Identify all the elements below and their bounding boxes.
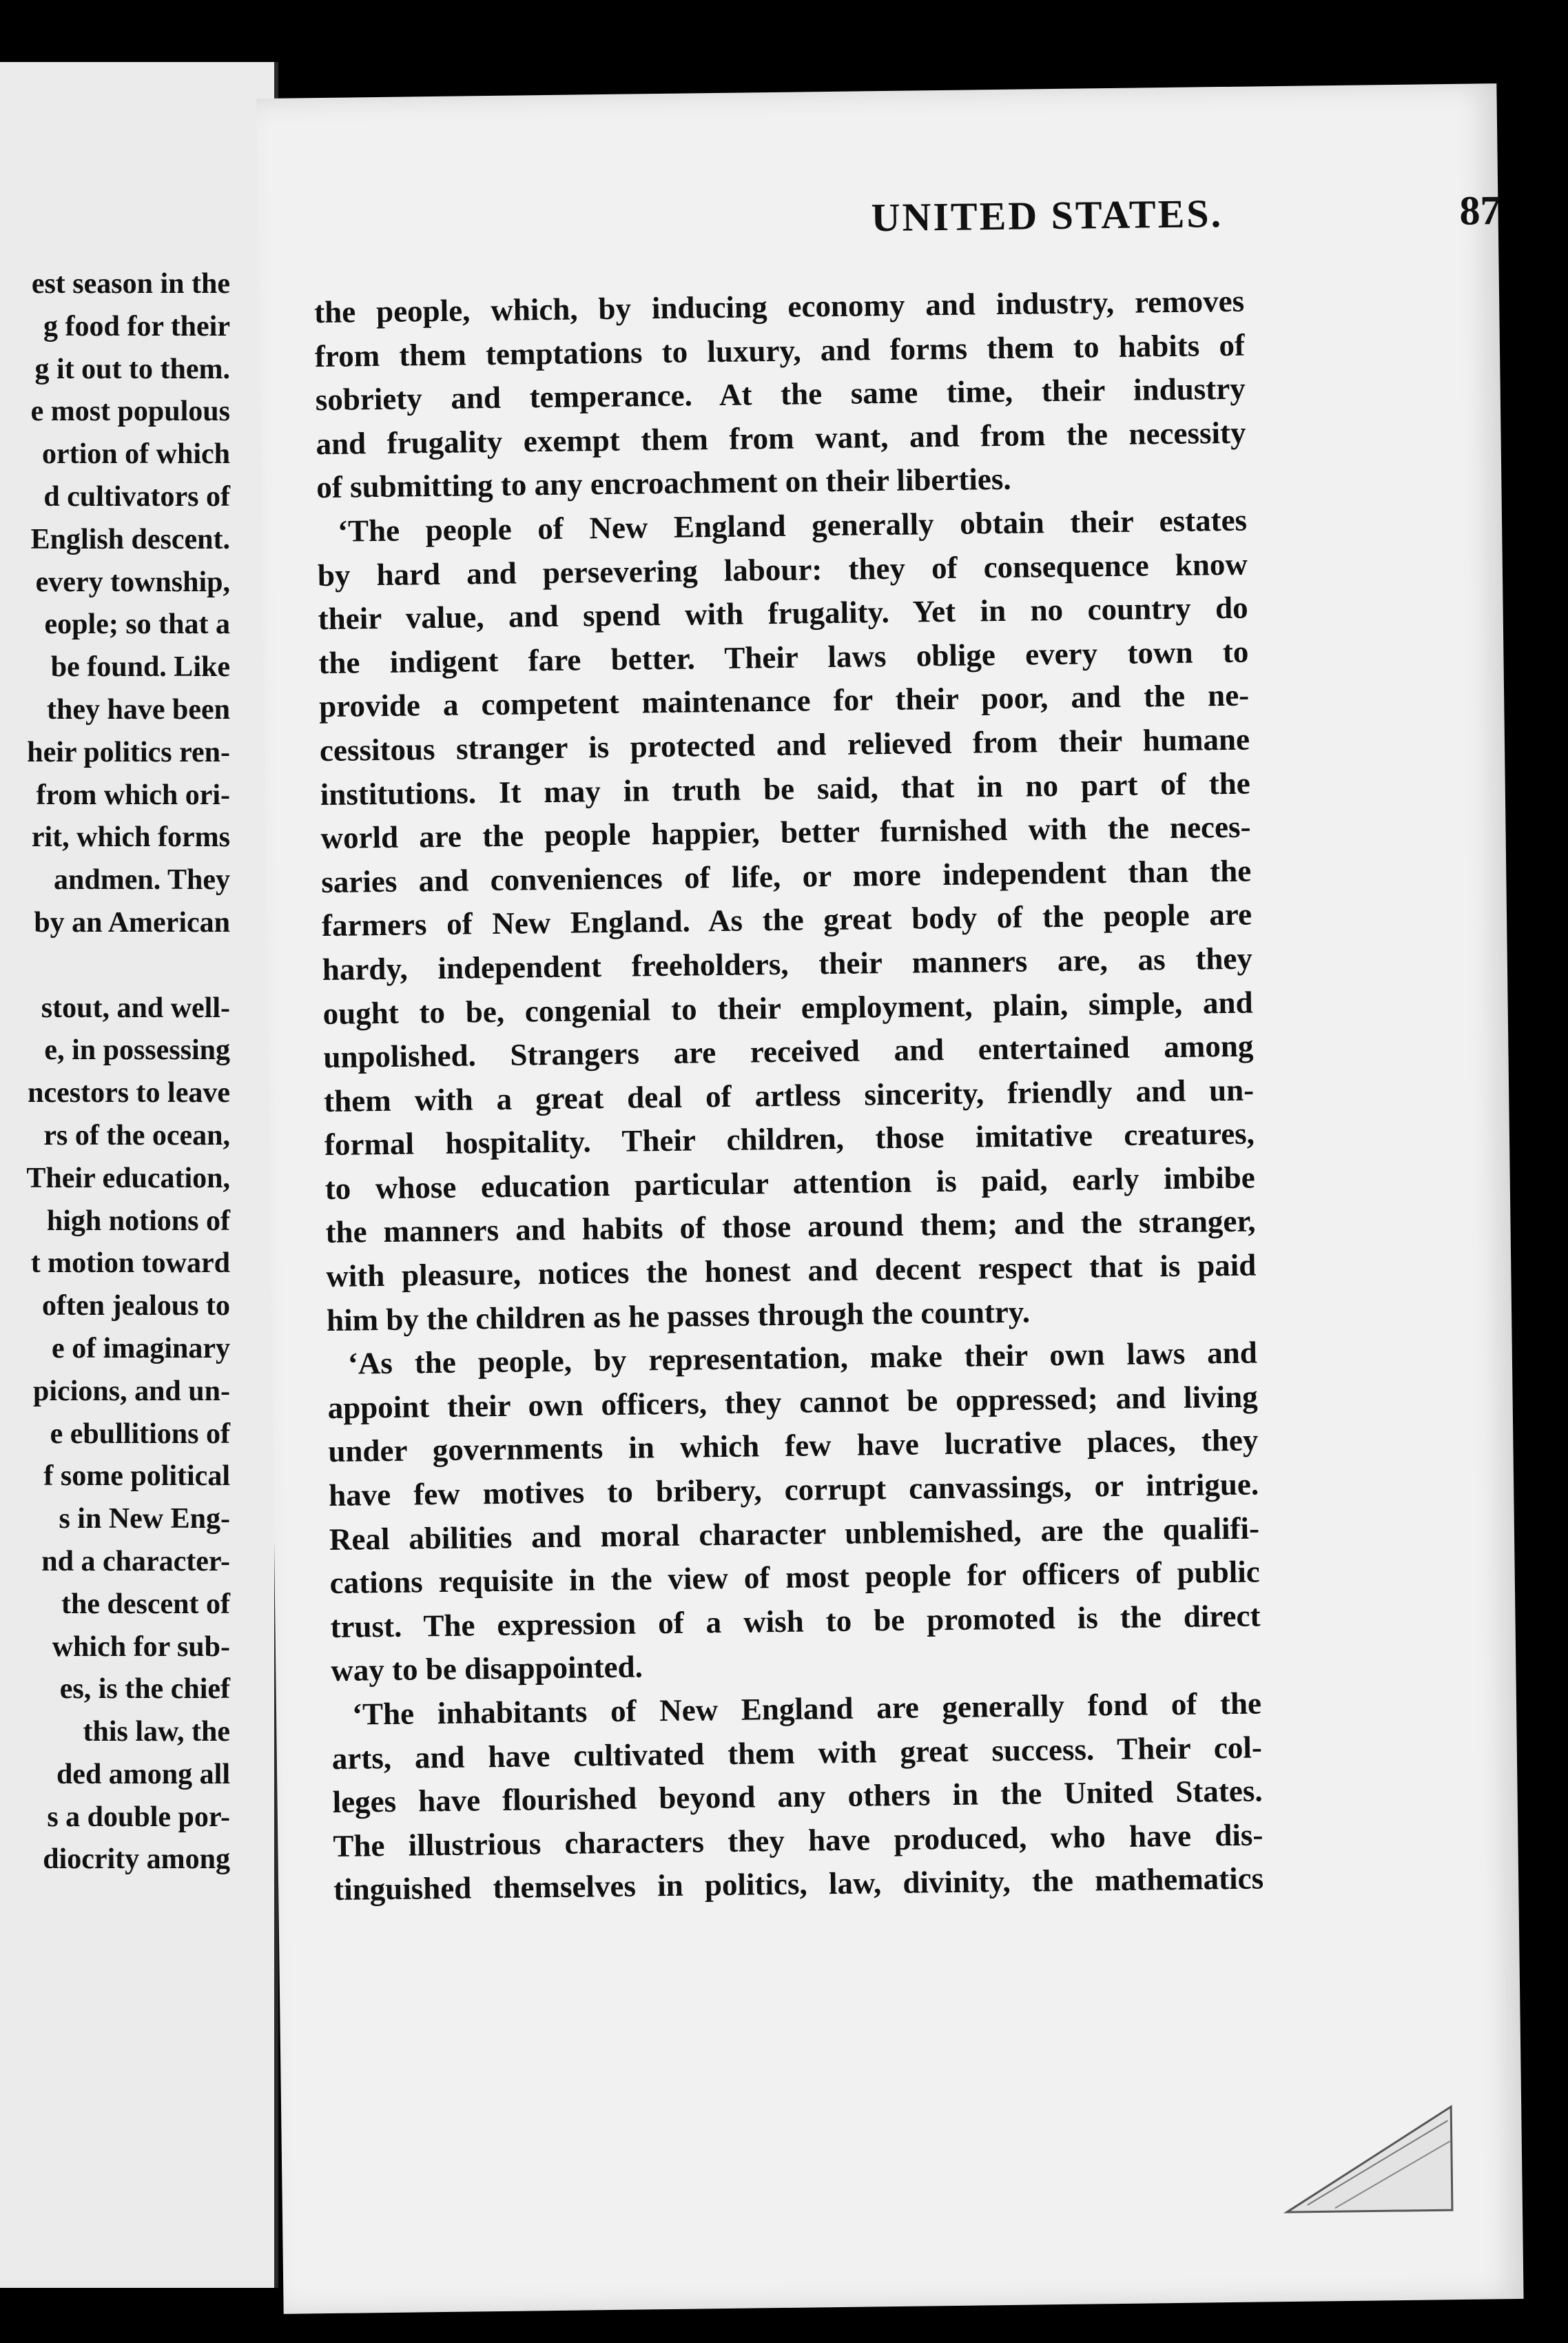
left-page-line: from which ori-	[36, 779, 230, 811]
text-line: their value, and spend with frugality. Yet in no country do	[318, 590, 1248, 637]
text-line: under governments in which few have lucrative places, they	[328, 1422, 1259, 1469]
left-page-line: heir politics ren-	[27, 736, 230, 768]
left-page-line: e ebullitions of	[50, 1418, 230, 1450]
text-line: arts, and have cultivated them with great success. Their col-	[331, 1730, 1263, 1776]
left-page-line: ortion of which	[42, 438, 230, 471]
text-line: and frugality exempt them from want, and from the necessity	[316, 415, 1246, 461]
text-line: provide a competent maintenance for their poor, and the ne-	[318, 677, 1250, 724]
text-line: sobriety and temperance. At the same time, their industry	[315, 371, 1246, 418]
left-page-line: andmen. They	[54, 864, 230, 897]
left-page-line: d cultivators of	[43, 480, 230, 513]
page-heading: UNITED STATES.	[871, 190, 1224, 241]
text-line: cessitous stranger is protected and relieved from their humane	[319, 722, 1250, 768]
left-page-line: e of imaginary	[52, 1332, 230, 1364]
left-page-line: diocrity among	[43, 1843, 230, 1876]
left-page-line: English descent.	[30, 523, 230, 555]
left-page-line: often jealous to	[42, 1290, 230, 1322]
left-page-line: rit, which forms	[31, 821, 230, 854]
left-page-line: be found. Like	[50, 651, 230, 684]
left-page-line: they have been	[47, 693, 230, 726]
left-page-line: es, is the chief	[59, 1673, 230, 1706]
left-page-text	[0, 263, 230, 1881]
left-page-line: ncestors to leave	[28, 1077, 230, 1109]
left-page-line: stout, and well-	[41, 992, 230, 1024]
text-line: from them temptations to luxury, and forms them to habits of	[314, 327, 1246, 374]
text-line: trust. The expression of a wish to be promoted is the direct	[330, 1598, 1261, 1644]
text-line: him by the children as he passes through the country.	[326, 1294, 1031, 1338]
text-line: Real abilities and moral character unblemished, are the qualifi-	[329, 1511, 1260, 1557]
left-page-line: by an American	[34, 906, 230, 939]
left-page-line: eople; so that a	[44, 608, 230, 641]
left-page-line: picions, and un-	[33, 1375, 230, 1407]
main-page	[256, 83, 1523, 2314]
running-head	[588, 187, 1501, 246]
left-page-line: every township,	[35, 566, 230, 598]
text-line: the indigent fare better. Their laws oblige every town to	[318, 634, 1249, 680]
left-page-line	[0, 945, 230, 988]
left-page-line: ded among all	[56, 1758, 230, 1790]
text-line: ought to be, congenial to their employment, plain, simple, and	[322, 985, 1253, 1031]
text-line: to whose education particular attention is paid, early imbibe	[324, 1160, 1255, 1206]
text-line: saries and conveniences of life, or more independent than the	[321, 853, 1252, 899]
body-text	[314, 280, 1264, 1912]
text-line: ‘The inhabitants of New England are generally fond of the	[351, 1686, 1262, 1732]
text-line: The illustrious characters they have produced, who have dis-	[333, 1817, 1263, 1863]
text-line: cations requisite in the view of most people for officers of public	[329, 1554, 1260, 1601]
left-facing-page	[0, 62, 278, 2288]
left-page-line: est season in the	[31, 268, 230, 300]
left-page-line: s in New Eng-	[59, 1503, 230, 1535]
left-page-line: e most populous	[30, 396, 230, 428]
left-page-line: the descent of	[61, 1588, 230, 1620]
left-page-line: rs of the ocean,	[43, 1119, 230, 1152]
text-line: institutions. It may in truth be said, that in no part of the	[320, 766, 1250, 812]
text-line: farmers of New England. As the great body of the people are	[321, 897, 1252, 943]
left-page-line: which for sub-	[52, 1630, 230, 1663]
text-line: with pleasure, notices the honest and decent respect that is paid	[326, 1247, 1257, 1294]
text-line: ‘As the people, by representation, make their own laws and	[347, 1335, 1258, 1381]
page-number: 87	[1459, 187, 1501, 234]
text-line: of submitting to any encroachment on their liberties.	[316, 462, 1011, 505]
text-line: leges have flourished beyond any others in the United States.	[332, 1773, 1263, 1820]
left-page-line: high notions of	[46, 1205, 230, 1237]
left-page-line: nd a character-	[41, 1545, 230, 1577]
left-page-line: g food for their	[43, 310, 230, 342]
left-page-line: Their education,	[26, 1162, 230, 1194]
text-line: by hard and persevering labour: they of consequence know	[317, 546, 1248, 593]
text-line: way to be disappointed.	[331, 1649, 643, 1688]
left-page-line: this law, the	[83, 1716, 230, 1748]
text-line: formal hospitality. Their children, those imitative creatures,	[324, 1116, 1255, 1163]
page-corner-curl	[1279, 2093, 1459, 2219]
text-line: world are the people happier, better furnished with the neces-	[320, 809, 1251, 856]
text-line: tinguished themselves in politics, law, divinity, the mathematics	[333, 1861, 1264, 1907]
text-line: the manners and habits of those around them; and the stranger,	[325, 1203, 1256, 1250]
text-line: ‘The people of New England generally obtain their estates	[337, 502, 1248, 549]
left-page-line: g it out to them.	[34, 353, 230, 385]
text-line: have few motives to bribery, corrupt canvassings, or intrigue.	[328, 1466, 1259, 1513]
text-line: them with a great deal of artless sincerity, friendly and un-	[323, 1072, 1255, 1118]
text-line: hardy, independent freeholders, their manners are, as they	[322, 941, 1253, 987]
left-page-line: f some political	[43, 1460, 230, 1493]
left-page-line: e, in possessing	[44, 1034, 230, 1067]
text-line: the people, which, by inducing economy and industry, removes	[313, 283, 1245, 330]
left-page-line: s a double por-	[47, 1801, 230, 1833]
left-page-line: t motion toward	[30, 1247, 230, 1280]
text-line: appoint their own officers, they cannot be oppressed; and living	[327, 1379, 1258, 1425]
text-line: unpolished. Strangers are received and entertained among	[323, 1028, 1254, 1075]
